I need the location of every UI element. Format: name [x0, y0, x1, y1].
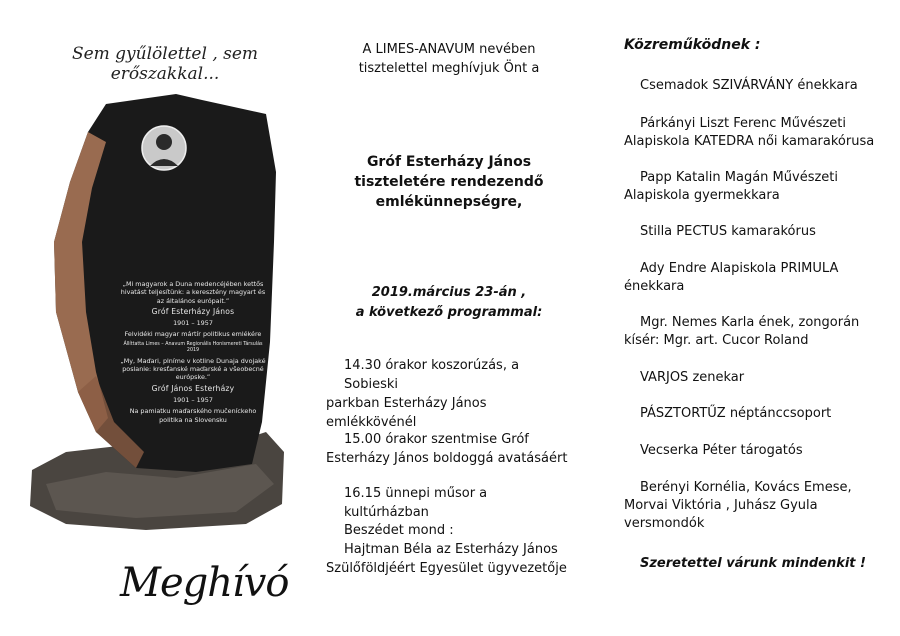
- performer-line: kísér: Mgr. art. Cucor Roland: [624, 333, 809, 348]
- date-line-2: a következő programmal:: [355, 305, 543, 320]
- program-item-line: 14.30 órakor koszorúzás, a Sobieski: [344, 358, 520, 392]
- performer-line: Papp Katalin Magán Művészeti: [640, 170, 839, 185]
- intro-text: [318, 40, 580, 78]
- performer-item: [624, 314, 886, 350]
- program-item: [326, 356, 576, 432]
- stone-hu-quote: „Mi magyarok a Duna medencéjében kettős hivatást teljesítünk: a keresztény magyart és az általános európait.”: [120, 280, 266, 305]
- performer-line: Vecserka Péter tárogatós: [640, 443, 803, 458]
- program-item: [326, 484, 576, 522]
- stone-hu-caption: Felvidéki magyar mártír politikus emlékére: [124, 330, 262, 339]
- invitation-title: Meghívó: [120, 560, 289, 606]
- program-item: [326, 521, 576, 578]
- tagline: Sem gyűlölettel , sem erőszakkal...: [71, 44, 259, 84]
- stone-sk-years: 1901 – 1957: [173, 395, 213, 404]
- date-line-1: 2019.március 23-án ,: [371, 285, 527, 300]
- program-item-line: Esterházy János boldoggá avatásáért: [326, 451, 568, 466]
- performers-heading: Közreműködnek :: [624, 37, 761, 53]
- intro-line-2: tisztelettel meghívjuk Önt a: [358, 61, 540, 76]
- honor-line-1: Gróf Esterházy János: [366, 154, 532, 170]
- performer-line: Morvai Viktória , Juhász Gyula: [624, 498, 818, 513]
- closing-line: Szeretettel várunk mindenkit !: [640, 556, 866, 571]
- performer-item: [624, 169, 886, 205]
- memorial-stone-image: [26, 92, 288, 532]
- event-title: [318, 152, 580, 212]
- performer-item: [624, 115, 886, 151]
- performer-item: [624, 405, 886, 423]
- performer-line: Párkányi Liszt Ferenc Művészeti: [640, 116, 846, 131]
- performer-line: VARJOS zenekar: [640, 370, 745, 385]
- performer-item: [624, 260, 886, 296]
- performer-line: Alapiskola KATEDRA női kamarakórusa: [624, 134, 875, 149]
- event-date: [318, 283, 580, 323]
- performer-item: [624, 223, 886, 241]
- program-item-line: Szülőföldjéért Egyesület ügyvezetője: [326, 561, 567, 576]
- program-item-line: emlékkövénél: [326, 415, 417, 430]
- memorial-column: [0, 0, 310, 636]
- stone-sk-caption: Na pamiatku maďarského mučeníckeho politika na Slovensku: [129, 407, 257, 424]
- performer-item: [624, 77, 886, 95]
- performer-line: Csemadok SZIVÁRVÁNY énekkara: [640, 78, 858, 93]
- honor-line-2: tiszteletére rendezendő: [354, 174, 544, 190]
- performers-column: [622, 0, 892, 636]
- performer-item: [624, 442, 886, 460]
- stone-inscription: [118, 280, 268, 427]
- performer-line: énekkara: [624, 279, 685, 294]
- performer-line: Berényi Kornélia, Kovács Emese,: [640, 480, 852, 495]
- stone-sk-name: Gróf János Esterházy: [151, 383, 235, 393]
- stone-hu-erected: Állíttatta Limes – Anavum Regionális Honismereti Társulás 2019: [123, 341, 263, 353]
- stone-hu-years: 1901 – 1957: [173, 319, 213, 328]
- program-item-line: 15.00 órakor szentmise Gróf: [344, 432, 529, 447]
- performer-line: versmondók: [624, 516, 705, 531]
- program-item: [326, 430, 576, 468]
- performer-item: [624, 479, 886, 533]
- performer-line: Alapiskola gyermekkara: [624, 188, 780, 203]
- stone-sk-quote: „My, Maďari, plníme v kotline Dunaja dvojaké poslanie: kresťanské maďarské a všeobecné európske.”: [120, 356, 266, 382]
- invitation-column: [318, 0, 580, 636]
- program-item-line: 16.15 ünnepi műsor a kultúrházban: [344, 486, 488, 520]
- performer-line: Mgr. Nemes Karla ének, zongorán: [640, 315, 860, 330]
- program-item-line: parkban Esterházy János: [326, 396, 487, 411]
- honor-line-3: emlékünnepségre,: [375, 194, 523, 210]
- performer-item: [624, 369, 886, 387]
- performer-line: PÁSZTORTŰZ néptánccsoport: [640, 406, 832, 421]
- performer-line: Stilla PECTUS kamarakórus: [640, 224, 816, 239]
- stone-hu-name: Gróf Esterházy János: [151, 306, 235, 316]
- intro-line-1: A LIMES-ANAVUM nevében: [362, 42, 536, 57]
- program-item-line: Hajtman Béla az Esterházy János: [344, 542, 558, 557]
- performer-line: Ady Endre Alapiskola PRIMULA: [640, 261, 839, 276]
- program-item-line: Beszédet mond :: [344, 523, 454, 538]
